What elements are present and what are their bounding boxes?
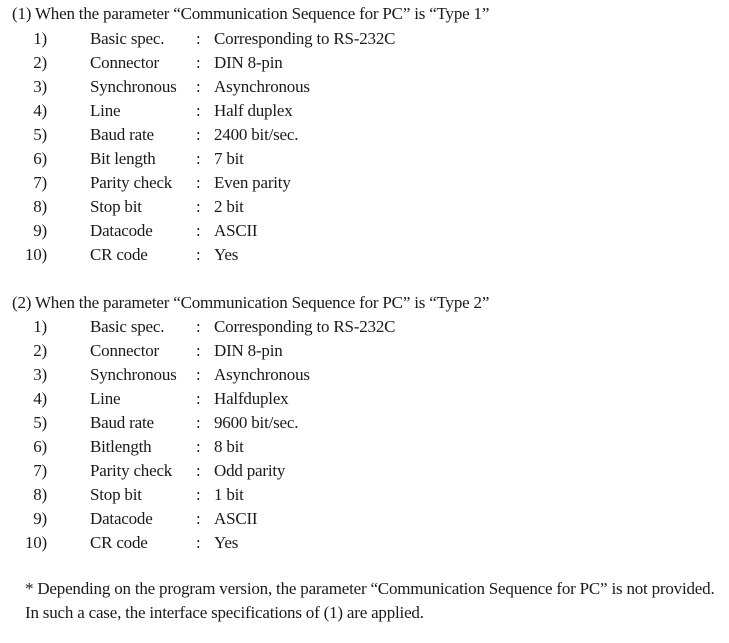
- row-value: 2 bit: [214, 197, 244, 216]
- row-label: Parity check: [90, 173, 173, 192]
- row-number: 10): [24, 245, 47, 264]
- row-value: ASCII: [214, 509, 258, 528]
- row-label: Bitlength: [90, 437, 152, 456]
- row-colon: :: [196, 341, 201, 360]
- row-number: 7): [33, 173, 47, 192]
- row-label: Datacode: [90, 221, 153, 240]
- row-number: 3): [33, 77, 47, 96]
- row-label: CR code: [90, 245, 148, 264]
- row-label: Synchronous: [90, 77, 177, 96]
- row-number: 3): [33, 365, 47, 384]
- row-value: DIN 8-pin: [214, 53, 283, 72]
- row-value: Yes: [214, 245, 239, 264]
- row-value: Asynchronous: [214, 77, 310, 96]
- row-number: 6): [33, 437, 47, 456]
- row-colon: :: [196, 221, 201, 240]
- row-number: 8): [33, 485, 47, 504]
- section-1-heading: (1) When the parameter “Communication Sequence for PC” is “Type 1”: [12, 4, 490, 23]
- row-colon: :: [196, 509, 201, 528]
- row-colon: :: [196, 533, 201, 552]
- row-value: Halfduplex: [214, 389, 289, 408]
- row-number: 1): [33, 317, 47, 336]
- section-2-heading: (2) When the parameter “Communication Sequence for PC” is “Type 2”: [12, 293, 490, 312]
- row-colon: :: [196, 173, 201, 192]
- row-label: Line: [90, 101, 121, 120]
- row-value: Corresponding to RS-232C: [214, 317, 396, 336]
- row-number: 4): [33, 101, 47, 120]
- row-colon: :: [196, 53, 201, 72]
- row-value: Odd parity: [214, 461, 286, 480]
- row-colon: :: [196, 485, 201, 504]
- row-label: Stop bit: [90, 197, 142, 216]
- row-value: ASCII: [214, 221, 258, 240]
- row-number: 2): [33, 341, 47, 360]
- row-colon: :: [196, 197, 201, 216]
- row-colon: :: [196, 245, 201, 264]
- row-number: 4): [33, 389, 47, 408]
- row-label: Stop bit: [90, 485, 142, 504]
- row-colon: :: [196, 149, 201, 168]
- row-label: Connector: [90, 53, 160, 72]
- row-number: 5): [33, 413, 47, 432]
- row-label: Connector: [90, 341, 160, 360]
- row-label: Synchronous: [90, 365, 177, 384]
- row-label: Baud rate: [90, 413, 154, 432]
- row-value: Corresponding to RS-232C: [214, 29, 396, 48]
- row-number: 7): [33, 461, 47, 480]
- row-colon: :: [196, 413, 201, 432]
- row-colon: :: [196, 461, 201, 480]
- row-number: 10): [24, 533, 47, 552]
- row-value: 9600 bit/sec.: [214, 413, 299, 432]
- row-value: 8 bit: [214, 437, 244, 456]
- row-colon: :: [196, 365, 201, 384]
- footnote: * Depending on the program version, the parameter “Communication Sequence for PC” is not provided. In such a case, the interface specifications of (1) are applied.: [25, 579, 715, 622]
- row-colon: :: [196, 125, 201, 144]
- row-value: Half duplex: [214, 101, 293, 120]
- row-number: 2): [33, 53, 47, 72]
- row-label: Basic spec.: [90, 29, 165, 48]
- row-number: 9): [33, 221, 47, 240]
- row-value: Asynchronous: [214, 365, 310, 384]
- row-colon: :: [196, 437, 201, 456]
- row-number: 9): [33, 509, 47, 528]
- row-value: 7 bit: [214, 149, 244, 168]
- row-number: 1): [33, 29, 47, 48]
- row-label: CR code: [90, 533, 148, 552]
- row-label: Line: [90, 389, 121, 408]
- row-colon: :: [196, 389, 201, 408]
- row-label: Bit length: [90, 149, 156, 168]
- row-value: DIN 8-pin: [214, 341, 283, 360]
- row-value: Yes: [214, 533, 239, 552]
- row-value: 1 bit: [214, 485, 244, 504]
- row-value: Even parity: [214, 173, 291, 192]
- row-number: 8): [33, 197, 47, 216]
- row-number: 6): [33, 149, 47, 168]
- row-number: 5): [33, 125, 47, 144]
- row-value: 2400 bit/sec.: [214, 125, 299, 144]
- row-colon: :: [196, 29, 201, 48]
- row-label: Basic spec.: [90, 317, 165, 336]
- row-colon: :: [196, 317, 201, 336]
- row-label: Parity check: [90, 461, 173, 480]
- row-label: Datacode: [90, 509, 153, 528]
- row-colon: :: [196, 101, 201, 120]
- row-label: Baud rate: [90, 125, 154, 144]
- row-colon: :: [196, 77, 201, 96]
